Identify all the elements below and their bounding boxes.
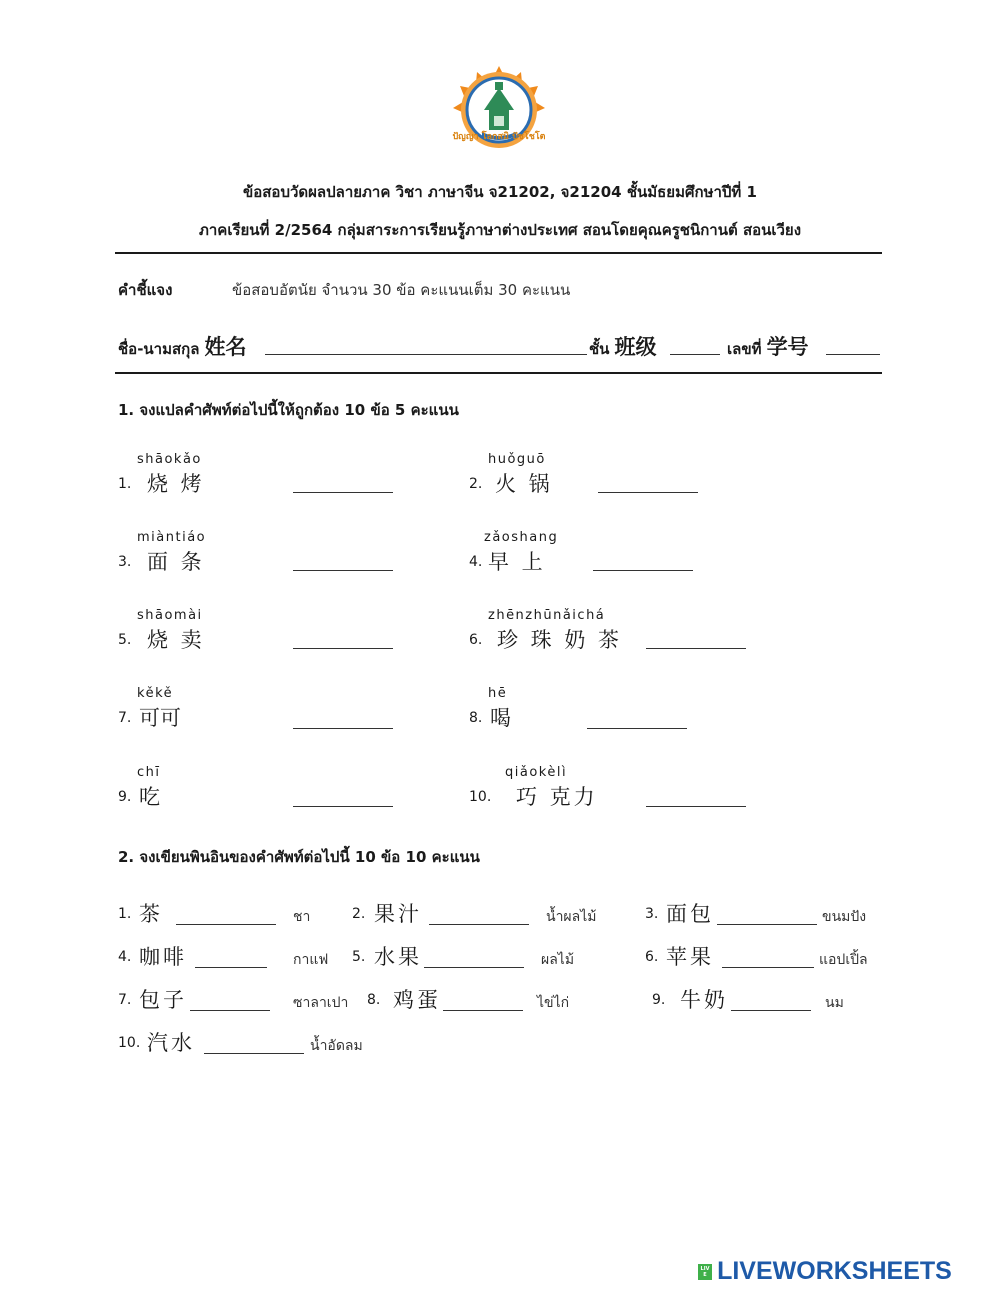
s1-item5-number: 5. xyxy=(118,632,132,648)
exam-header-line1: ข้อสอบวัดผลปลายภาค วิชา ภาษาจีน จ21202, จ21204 ชั้นมัธยมศึกษาปีที่ 1 xyxy=(243,183,757,201)
class-label-thai: ชั้น xyxy=(589,340,610,358)
s1-item1-number: 1. xyxy=(118,476,132,492)
s1-item10-number: 10. xyxy=(469,789,492,805)
s2-item3-thai: ขนมปัง xyxy=(822,909,867,925)
s1-item7-answer[interactable] xyxy=(293,728,393,729)
number-label-thai: เลขที่ xyxy=(727,340,762,358)
s2-item4-hanzi: 咖啡 xyxy=(139,945,187,969)
section1-title: 1. จงแปลคำศัพท์ต่อไปนี้ให้ถูกต้อง 10 ข้อ 5 คะแนน xyxy=(118,401,459,419)
s1-item6-answer[interactable] xyxy=(646,648,746,649)
number-label-chinese: 学号 xyxy=(766,335,809,359)
s2-item2-number: 2. xyxy=(352,906,366,922)
s1-item10-hanzi: 巧 克力 xyxy=(516,785,598,809)
s1-item5-hanzi: 烧 卖 xyxy=(147,628,205,652)
s1-item2-pinyin: huǒguō xyxy=(488,452,546,467)
s1-item9-number: 9. xyxy=(118,789,132,805)
header-divider xyxy=(115,252,882,254)
number-label xyxy=(727,331,809,361)
s2-item6-hanzi: 苹果 xyxy=(666,945,714,969)
s2-item4-number: 4. xyxy=(118,949,132,965)
s1-item10-answer[interactable] xyxy=(646,806,746,807)
s2-item6-answer[interactable] xyxy=(722,967,814,968)
s2-item2-hanzi: 果汁 xyxy=(374,902,422,926)
s2-item6-number: 6. xyxy=(645,949,659,965)
s1-item4-hanzi: 早 上 xyxy=(488,550,546,574)
s1-item8-hanzi: 喝 xyxy=(490,706,514,730)
s2-item10-answer[interactable] xyxy=(204,1053,304,1054)
s1-item1-hanzi: 烧 烤 xyxy=(147,472,205,496)
s2-item9-hanzi: 牛奶 xyxy=(680,988,728,1012)
s1-item6-number: 6. xyxy=(469,632,483,648)
s2-item10-number: 10. xyxy=(118,1035,141,1051)
s2-item1-thai: ชา xyxy=(293,909,311,925)
s2-item9-answer[interactable] xyxy=(731,1010,811,1011)
s1-item1-answer[interactable] xyxy=(293,492,393,493)
s2-item4-thai: กาแฟ xyxy=(293,952,329,968)
liveworksheets-logo-text: LIVEWORKSHEETS xyxy=(717,1257,952,1285)
s1-item5-pinyin: shāomài xyxy=(137,608,203,623)
class-label xyxy=(589,331,657,361)
s1-item10-pinyin: qiǎokèlì xyxy=(505,765,568,780)
s1-item3-pinyin: miàntiáo xyxy=(137,530,207,545)
s1-item8-pinyin: hē xyxy=(488,686,508,701)
s2-item8-number: 8. xyxy=(367,992,381,1008)
s2-item7-number: 7. xyxy=(118,992,132,1008)
school-logo xyxy=(446,66,552,156)
class-label-chinese: 班级 xyxy=(614,335,657,359)
s2-item1-hanzi: 茶 xyxy=(139,902,163,926)
s2-item10-thai: น้ำอัดลม xyxy=(310,1038,363,1054)
s2-item4-answer[interactable] xyxy=(195,967,267,968)
s1-item4-pinyin: zǎoshang xyxy=(484,530,559,545)
s2-item5-thai: ผลไม้ xyxy=(541,952,575,968)
s2-item5-answer[interactable] xyxy=(424,967,524,968)
s2-item3-hanzi: 面包 xyxy=(666,902,714,926)
s2-item7-thai: ซาลาเปา xyxy=(293,995,349,1011)
s1-item9-pinyin: chī xyxy=(137,765,161,780)
name-label xyxy=(118,331,247,361)
s1-item8-number: 8. xyxy=(469,710,483,726)
s2-item3-answer[interactable] xyxy=(717,924,817,925)
info-divider xyxy=(115,372,882,374)
s2-item1-number: 1. xyxy=(118,906,132,922)
s2-item10-hanzi: 汽水 xyxy=(147,1031,195,1055)
s1-item3-answer[interactable] xyxy=(293,570,393,571)
s2-item7-answer[interactable] xyxy=(190,1010,270,1011)
exam-header-line2: ภาคเรียนที่ 2/2564 กลุ่มสาระการเรียนรู้ภาษาต่างประเทศ สอนโดยคุณครูชนิกานต์ สอนเวียง xyxy=(198,221,802,239)
s2-item2-thai: น้ำผลไม้ xyxy=(546,909,597,925)
s1-item9-answer[interactable] xyxy=(293,806,393,807)
instructions-text: ข้อสอบอัตนัย จำนวน 30 ข้อ คะแนนเต็ม 30 คะแนน xyxy=(232,281,571,299)
s1-item5-answer[interactable] xyxy=(293,648,393,649)
s1-item7-number: 7. xyxy=(118,710,132,726)
s1-item4-answer[interactable] xyxy=(593,570,693,571)
number-field[interactable] xyxy=(826,354,880,355)
s1-item2-answer[interactable] xyxy=(598,492,698,493)
instructions-label: คำชี้แจง xyxy=(118,281,173,299)
s1-item7-hanzi: 可可 xyxy=(139,706,181,730)
s1-item7-pinyin: kěkě xyxy=(137,686,174,701)
s2-item8-hanzi: 鸡蛋 xyxy=(393,988,441,1012)
s1-item2-hanzi: 火 锅 xyxy=(495,472,553,496)
name-field[interactable] xyxy=(265,354,587,355)
section2-title: 2. จงเขียนพินอินของคำศัพท์ต่อไปนี้ 10 ข้อ 10 คะแนน xyxy=(118,848,480,866)
s1-item2-number: 2. xyxy=(469,476,483,492)
s2-item9-number: 9. xyxy=(652,992,666,1008)
name-label-chinese: 姓名 xyxy=(204,335,247,359)
liveworksheets-watermark xyxy=(698,1257,952,1283)
name-label-thai: ชื่อ-นามสกุล xyxy=(118,340,200,358)
s2-item6-thai: แอปเปิ้ล xyxy=(819,952,868,968)
class-field[interactable] xyxy=(670,354,720,355)
s2-item2-answer[interactable] xyxy=(429,924,529,925)
s2-item5-number: 5. xyxy=(352,949,366,965)
s1-item9-hanzi: 吃 xyxy=(139,785,163,809)
s1-item3-number: 3. xyxy=(118,554,132,570)
s1-item4-number: 4. xyxy=(469,554,483,570)
s2-item8-thai: ไข่ไก่ xyxy=(537,995,570,1011)
logo-motto: ปัญญา โลกสมิ ปัชโชโต xyxy=(452,132,546,142)
s2-item9-thai: นม xyxy=(825,995,844,1011)
live-badge: LIVE xyxy=(698,1264,712,1280)
s2-item3-number: 3. xyxy=(645,906,659,922)
s2-item1-answer[interactable] xyxy=(176,924,276,925)
s1-item1-pinyin: shāokǎo xyxy=(137,452,202,467)
s1-item6-pinyin: zhēnzhūnǎichá xyxy=(488,608,606,623)
s1-item3-hanzi: 面 条 xyxy=(147,550,205,574)
s2-item8-answer[interactable] xyxy=(443,1010,523,1011)
s1-item6-hanzi: 珍 珠 奶 茶 xyxy=(497,628,623,652)
s2-item7-hanzi: 包子 xyxy=(139,988,187,1012)
s1-item8-answer[interactable] xyxy=(587,728,687,729)
s2-item5-hanzi: 水果 xyxy=(374,945,422,969)
